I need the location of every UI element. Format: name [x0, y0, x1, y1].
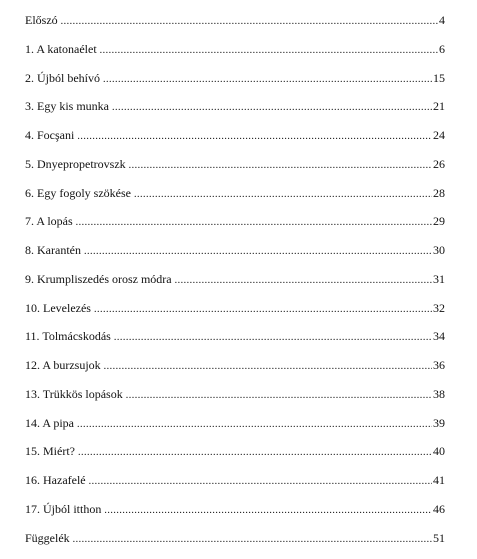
toc-page-number: 28 — [433, 186, 445, 200]
toc-entry — [25, 358, 445, 387]
toc-entry-title: 13. Trükkös lopások — [25, 387, 123, 401]
toc-entry-title: Előszó — [25, 13, 58, 27]
toc-entry — [25, 42, 445, 71]
toc-entry-title: 12. A burzsujok — [25, 358, 101, 372]
toc-entry-title: 7. A lopás — [25, 214, 73, 228]
toc-page-number: 30 — [433, 243, 445, 257]
dot-leader — [73, 533, 432, 547]
dot-leader — [129, 159, 432, 173]
dot-leader — [126, 389, 432, 403]
toc-entry — [25, 301, 445, 330]
toc-page-number: 6 — [439, 42, 445, 56]
dot-leader — [112, 101, 432, 115]
toc-entry-title: Függelék — [25, 531, 70, 545]
toc-entry-title: 16. Hazafelé — [25, 473, 86, 487]
toc-entry — [25, 157, 445, 186]
toc-page-number: 32 — [433, 301, 445, 315]
toc-entry-title: 17. Újból itthon — [25, 502, 101, 516]
toc-entry — [25, 473, 445, 502]
dot-leader — [77, 418, 432, 432]
dot-leader — [77, 130, 432, 144]
toc-entry-title: 4. Focşani — [25, 128, 74, 142]
toc-page-number: 39 — [433, 416, 445, 430]
toc-entry-title: 9. Krumpliszedés orosz módra — [25, 272, 172, 286]
toc-entry — [25, 214, 445, 243]
dot-leader — [104, 360, 432, 374]
toc-entry — [25, 502, 445, 531]
toc-page-number: 40 — [433, 444, 445, 458]
dot-leader — [78, 446, 432, 460]
dot-leader — [104, 504, 432, 518]
toc-page-number: 41 — [433, 473, 445, 487]
toc-entry-title: 8. Karantén — [25, 243, 81, 257]
toc-entry-title: 2. Újból behívó — [25, 71, 100, 85]
toc-entry — [25, 128, 445, 157]
dot-leader — [175, 274, 432, 288]
dot-leader — [114, 331, 432, 345]
toc-entry — [25, 243, 445, 272]
toc-page-number: 38 — [433, 387, 445, 401]
toc-entry-title: 1. A katonaélet — [25, 42, 97, 56]
dot-leader — [94, 303, 432, 317]
toc-page-number: 31 — [433, 272, 445, 286]
dot-leader — [61, 15, 438, 29]
table-of-contents — [25, 13, 445, 559]
toc-page-number: 15 — [433, 71, 445, 85]
toc-page-number: 21 — [433, 99, 445, 113]
toc-entry — [25, 416, 445, 445]
toc-entry — [25, 71, 445, 100]
toc-entry — [25, 444, 445, 473]
toc-entry — [25, 13, 445, 42]
toc-page-number: 29 — [433, 214, 445, 228]
toc-entry-title: 15. Miért? — [25, 444, 75, 458]
dot-leader — [100, 44, 438, 58]
toc-page-number: 51 — [433, 531, 445, 545]
toc-entry-title: 14. A pipa — [25, 416, 74, 430]
toc-entry — [25, 387, 445, 416]
toc-entry-title: 5. Dnyepropetrovszk — [25, 157, 126, 171]
toc-page-number: 46 — [433, 502, 445, 516]
toc-page-number: 36 — [433, 358, 445, 372]
toc-entry — [25, 531, 445, 559]
toc-entry — [25, 99, 445, 128]
dot-leader — [76, 216, 432, 230]
dot-leader — [103, 73, 432, 87]
toc-entry-title: 11. Tolmácskodás — [25, 329, 111, 343]
toc-page-number: 4 — [439, 13, 445, 27]
dot-leader — [89, 475, 432, 489]
toc-page-number: 34 — [433, 329, 445, 343]
toc-entry — [25, 186, 445, 215]
toc-entry — [25, 272, 445, 301]
toc-entry-title: 10. Levelezés — [25, 301, 91, 315]
toc-page-number: 24 — [433, 128, 445, 142]
toc-entry-title: 6. Egy fogoly szökése — [25, 186, 131, 200]
toc-page-number: 26 — [433, 157, 445, 171]
dot-leader — [84, 245, 432, 259]
toc-entry-title: 3. Egy kis munka — [25, 99, 109, 113]
dot-leader — [134, 188, 432, 202]
toc-entry — [25, 329, 445, 358]
